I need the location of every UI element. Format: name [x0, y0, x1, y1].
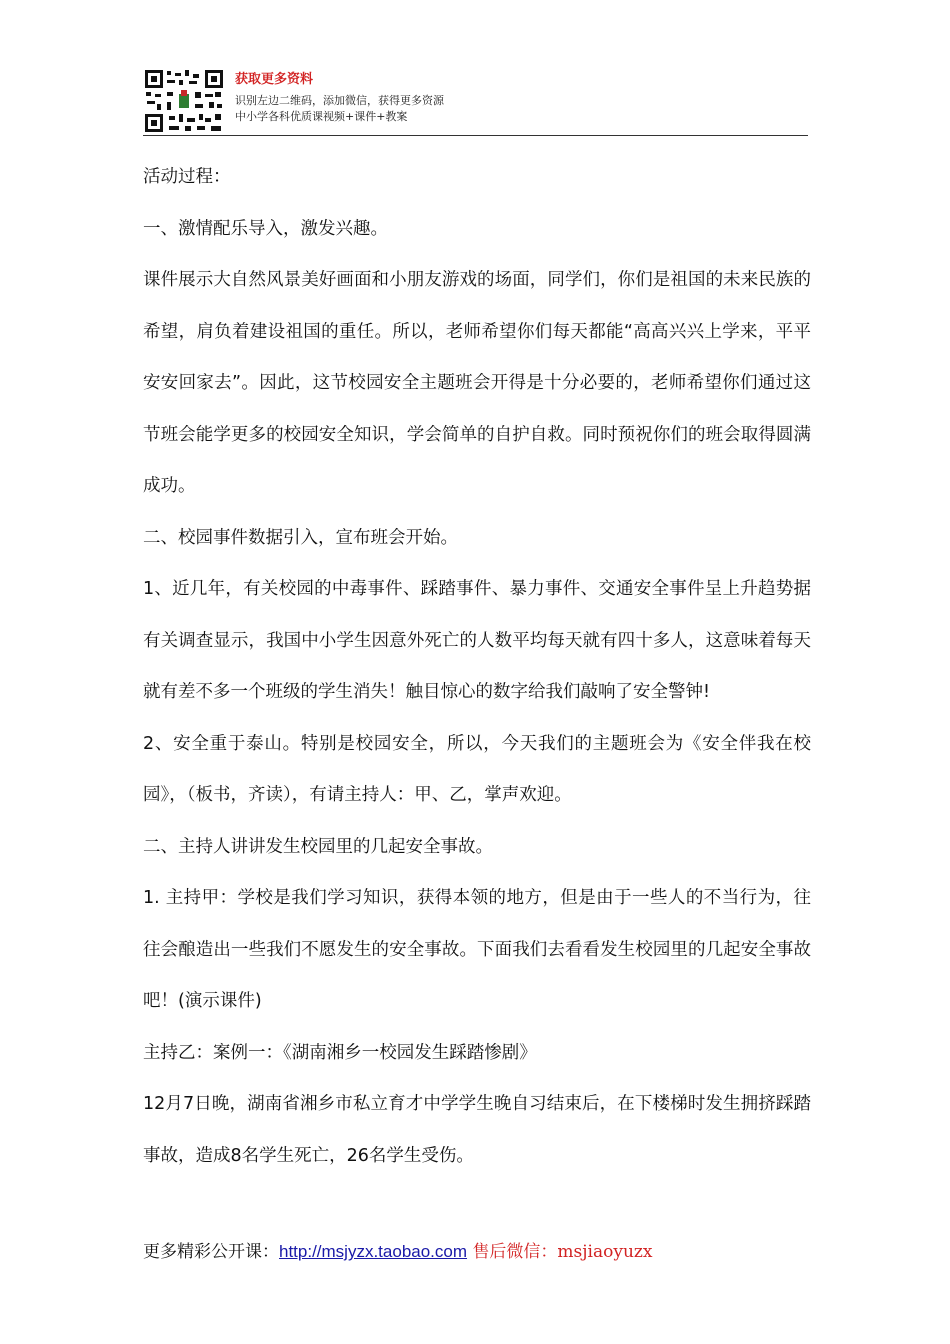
paragraph-intro: 课件展示大自然风景美好画面和小朋友游戏的场面，同学们，你们是祖国的未来民族的希望，肩负着建设祖国的重任。所以，老师希望你们每天都能“高高兴兴上学来，平平安安回家去”。因此，这节校园安全主题班会开得是十分必要的，老师希望你们通过这节班会能学更多的校园安全知识，学会简单的自护自救。同时预祝你们的班会取得圆满成功。 — [143, 270, 811, 496]
section-heading-process: 活动过程： — [143, 167, 231, 187]
page-footer — [143, 1240, 652, 1264]
page-header — [143, 68, 808, 136]
header-line-2: 中小学各科优质课视频+课件+教案 — [235, 110, 408, 123]
paragraph-case-detail: 12月7日晚，湖南省湘乡市私立育才中学学生晚自习结束后，在下楼梯时发生拥挤踩踏事故，造成8名学生死亡，26名学生受伤。 — [143, 1094, 811, 1166]
section-heading-2: 二、校园事件数据引入，宣布班会开始。 — [143, 527, 458, 548]
footer-wechat: 售后微信：msjiaoyuzx — [472, 1242, 653, 1262]
section-heading-1: 一、激情配乐导入，激发兴趣。 — [143, 218, 388, 239]
footer-label: 更多精彩公开课： — [143, 1242, 279, 1262]
qr-code-icon[interactable] — [143, 68, 225, 134]
paragraph-statistics: 1、近几年，有关校园的中毒事件、踩踏事件、暴力事件、交通安全事件呈上升趋势据有关调查显示，我国中小学生因意外死亡的人数平均每天就有四十多人，这意味着每天就有差不多一个班级的学生消失！触目惊心的数字给我们敲响了安全警钟! — [143, 579, 811, 702]
paragraph-host-a: 1. 主持甲：学校是我们学习知识，获得本领的地方，但是由于一些人的不当行为，往往会酿造出一些我们不愿发生的安全事故。下面我们去看看发生校园里的几起安全事故吧！(演示课件) — [143, 888, 811, 1011]
header-text — [235, 72, 444, 125]
header-title: 获取更多资料 — [235, 72, 314, 87]
footer-store-link[interactable]: http://msjyzx.taobao.com — [279, 1242, 468, 1261]
document-body — [143, 152, 811, 1182]
paragraph-case-title: 主持乙：案例一：《湖南湘乡一校园发生踩踏惨剧》 — [143, 1042, 537, 1063]
section-heading-3: 二、主持人讲讲发生校园里的几起安全事故。 — [143, 836, 493, 857]
header-divider — [143, 135, 808, 136]
header-line-1: 识别左边二维码，添加微信，获得更多资源 — [235, 94, 444, 107]
paragraph-theme: 2、安全重于泰山。特别是校园安全，所以，今天我们的主题班会为《安全伴我在校园》，（板书，齐读），有请主持人：甲、乙，掌声欢迎。 — [143, 733, 811, 805]
